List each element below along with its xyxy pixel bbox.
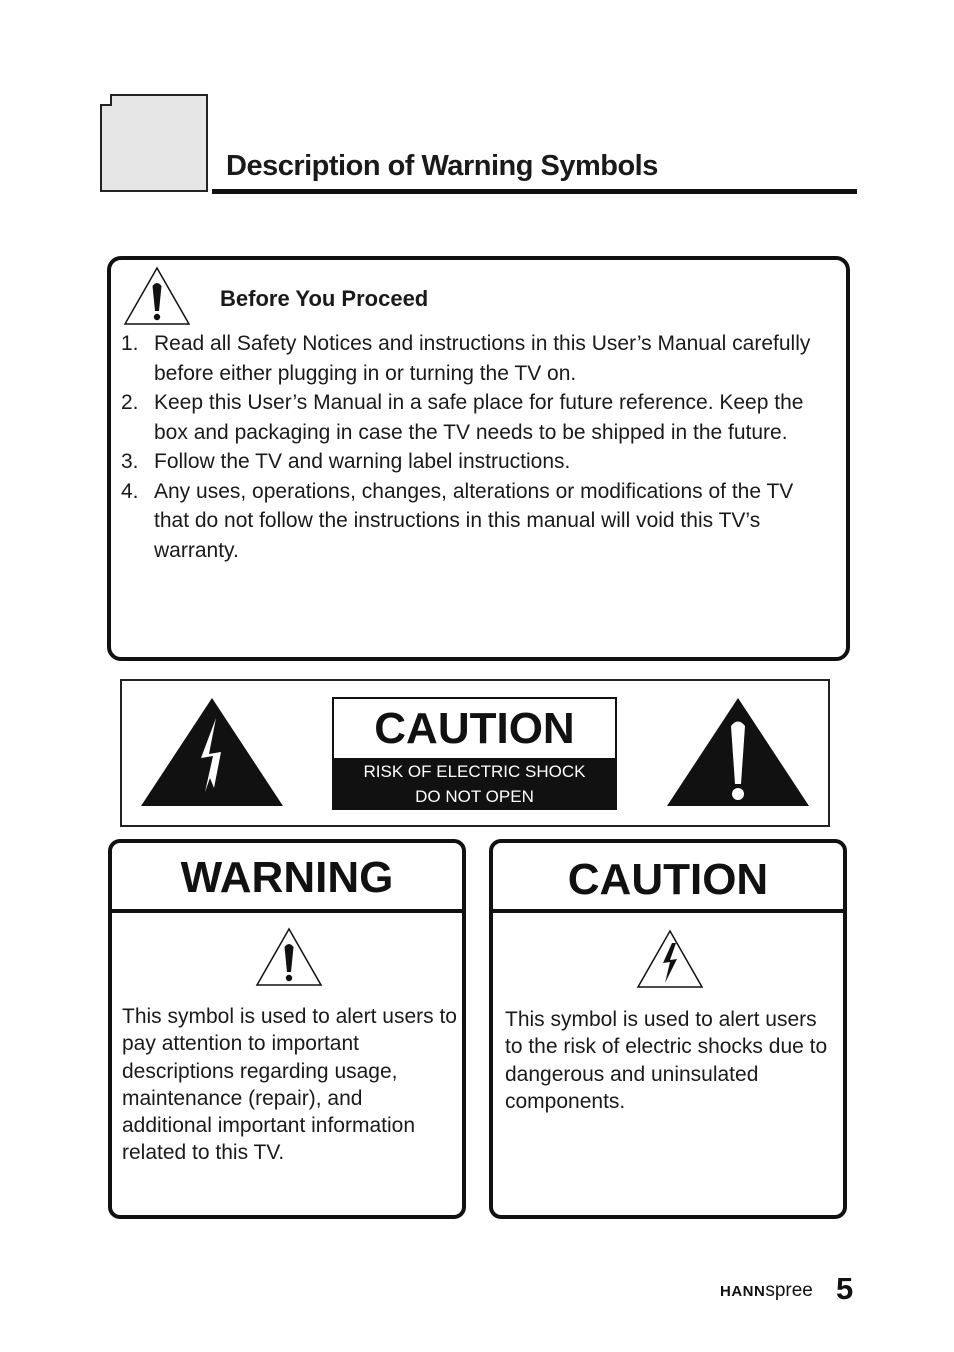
title-underline <box>212 189 857 194</box>
list-item-number: 4. <box>121 479 139 503</box>
exclamation-triangle-icon <box>255 927 323 987</box>
lightning-triangle-icon <box>139 696 285 808</box>
lightning-triangle-icon <box>636 929 704 989</box>
brand-logo-light: spree <box>765 1280 813 1301</box>
list-item <box>121 388 833 447</box>
list-item-number: 3. <box>121 450 139 473</box>
list-item-text: Keep this User’s Manual in a safe place for future reference. Keep the box and packaging in case the TV needs to be shipped in the future. <box>154 391 804 444</box>
brand-logo <box>720 1280 813 1302</box>
warning-card <box>108 839 466 1219</box>
list-item <box>121 447 833 477</box>
list-item-number: 2. <box>121 391 139 414</box>
safety-notice-list <box>121 329 833 565</box>
caution-card <box>489 839 847 1219</box>
exclamation-triangle-icon <box>665 696 811 808</box>
warning-card-description: This symbol is used to alert users to pay attention to important descriptions regarding usage, maintenance (repair), and additional important information related to this TV. <box>122 1005 457 1165</box>
caution-card-description: This symbol is used to alert users to the risk of electric shocks due to dangerous and uninsulated components. <box>505 1008 828 1113</box>
section-tab-notch <box>100 94 112 106</box>
list-item-text: Any uses, operations, changes, alterations or modifications of the TV that do not follow the instructions in this manual will void this TV’s warranty. <box>154 479 794 562</box>
section-tab <box>100 94 208 192</box>
list-item <box>121 329 833 388</box>
page-title: Description of Warning Symbols <box>226 150 658 182</box>
warning-exclamation-icon <box>123 266 191 326</box>
list-item-number: 1. <box>121 332 139 355</box>
warning-card-title: WARNING <box>112 843 462 913</box>
before-you-proceed-heading: Before You Proceed <box>220 286 429 311</box>
caution-card-title: CAUTION <box>493 843 843 913</box>
caution-label <box>332 697 617 810</box>
caution-label-title: CAUTION <box>374 704 575 753</box>
caution-label-subtitle <box>334 758 615 810</box>
list-item <box>121 477 833 566</box>
list-item-text: Read all Safety Notices and instructions in this User’s Manual carefully before either plugging in or turning the TV on. <box>154 332 811 385</box>
list-item-text: Follow the TV and warning label instructions. <box>154 450 571 473</box>
do-not-open-text: DO NOT OPEN <box>415 787 534 806</box>
page-number: 5 <box>836 1271 854 1306</box>
risk-of-shock-text: RISK OF ELECTRIC SHOCK <box>363 762 586 781</box>
brand-logo-bold: HANN <box>720 1283 766 1300</box>
